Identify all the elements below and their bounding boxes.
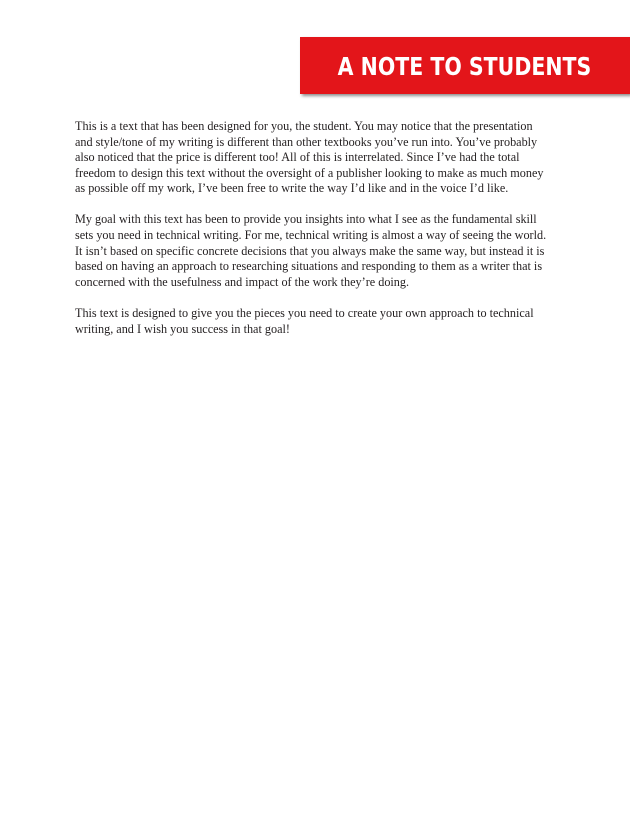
paragraph-closing: This text is designed to give you the pieces you need to create your own approach to technical writing, and I wish you success in that goal!	[75, 305, 534, 336]
section-header-banner	[300, 37, 630, 94]
paragraph-intro: This is a text that has been designed for you, the student. You may notice that the presentation and style/tone of my writing is different than other textbooks you’ve run into. You’ve probably also noticed that the price is different too! All of this is interrelated. Since I’ve had the total freedom to design this text without the oversight of a publisher looking to make as much money as possible off my work, I’ve been free to write the way I’d like and in the voice I’d like.	[75, 119, 544, 196]
paragraph-goal: My goal with this text has been to provide you insights into what I see as the fundamental skill sets you need in technical writing. For me, technical writing is almost a way of seeing the world. It isn’t based on specific concrete decisions that you always make the same way, but instead it is based on having an approach to researching situations and responding to them as a writer that is concerned with the usefulness and impact of the work they’re doing.	[75, 212, 547, 289]
body-text	[75, 119, 553, 353]
page-title: A NOTE TO STUDENTS	[337, 52, 591, 81]
